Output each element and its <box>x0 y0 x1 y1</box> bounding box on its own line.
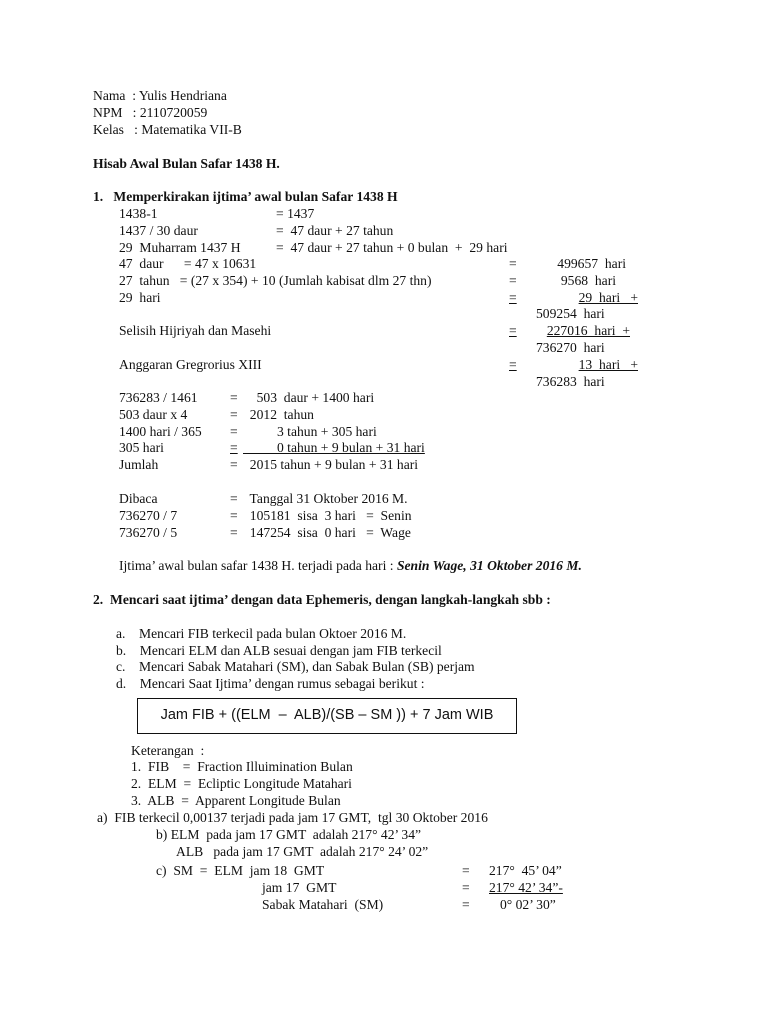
calc-line-4-eq: = <box>509 256 517 271</box>
calc-line-8-value: 227016 hari + <box>546 323 630 338</box>
step-b-result-elm: b) ELM pada jam 17 GMT adalah 217° 42’ 34” <box>156 827 422 842</box>
keterangan-item-3: 3. ALB = Apparent Longitude Bulan <box>131 793 341 808</box>
calc-line-10-eq: = <box>509 357 517 372</box>
step-d: d. Mencari Saat Ijtima’ dengan rumus sebagai berikut : <box>116 676 425 691</box>
conclusion-result: Senin Wage, 31 Oktober 2016 M. <box>396 558 582 573</box>
student-class: Kelas : Matematika VII-B <box>93 122 242 137</box>
div-line-2-eq: = <box>230 407 238 422</box>
calc-line-1-label: 1438-1 <box>119 206 158 221</box>
keterangan-item-1: 1. FIB = Fraction Illuimination Bulan <box>131 759 353 774</box>
div-line-4-eq: = <box>230 440 238 455</box>
div-line-1-label: 736283 / 1461 <box>119 390 198 405</box>
read-line-2-eq: = <box>230 508 238 523</box>
calc-line-10-value: 13 hari + <box>578 357 638 372</box>
div-line-1-value: 503 daur + 1400 hari <box>243 390 375 405</box>
calc-line-6-eq: = <box>509 290 517 305</box>
sm-line-3-value: 0° 02’ 30” <box>500 897 556 912</box>
calc-line-4-label: 47 daur = 47 x 10631 <box>119 256 257 271</box>
read-line-1-value: Tanggal 31 Oktober 2016 M. <box>243 491 408 506</box>
step-b: b. Mencari ELM dan ALB sesuai dengan jam FIB terkecil <box>116 643 442 658</box>
section2-heading: 2. Mencari saat ijtima’ dengan data Ephemeris, dengan langkah-langkah sbb : <box>93 592 551 607</box>
div-line-3-value: 3 tahun + 305 hari <box>243 424 377 439</box>
read-line-3-value: 147254 sisa 0 hari = Wage <box>243 525 411 540</box>
sm-line-1-eq: = <box>462 863 470 878</box>
student-name: Nama : Yulis Hendriana <box>93 88 227 103</box>
div-line-2-label: 503 daur x 4 <box>119 407 188 422</box>
calc-line-10-label: Anggaran Gregrorius XIII <box>119 357 262 372</box>
read-line-3-label: 736270 / 5 <box>119 525 178 540</box>
div-line-1-eq: = <box>230 390 238 405</box>
step-b-result-alb: ALB pada jam 17 GMT adalah 217° 24’ 02” <box>176 844 429 859</box>
calc-line-3-label: 29 Muharram 1437 H <box>119 240 241 255</box>
sm-line-2-value: 217° 42’ 34”- <box>489 880 563 895</box>
calc-subtotal-2: 736270 hari <box>536 340 605 355</box>
read-line-3-eq: = <box>230 525 238 540</box>
keterangan-label: Keterangan : <box>131 743 205 758</box>
calc-line-6-label: 29 hari <box>119 290 161 305</box>
formula-text: Jam FIB + ((ELM – ALB)/(SB – SM )) + 7 Jam WIB <box>160 707 494 723</box>
sm-line-1-label: c) SM = ELM jam 18 GMT <box>156 863 325 878</box>
step-a: a. Mencari FIB terkecil pada bulan Oktoer 2016 M. <box>116 626 407 641</box>
read-line-2-value: 105181 sisa 3 hari = Senin <box>243 508 412 523</box>
read-line-1-label: Dibaca <box>119 491 158 506</box>
sm-line-1-value: 217° 45’ 04” <box>489 863 562 878</box>
div-line-4-label: 305 hari <box>119 440 164 455</box>
div-line-4-value: 0 tahun + 9 bulan + 31 hari <box>243 440 425 455</box>
conclusion-line <box>119 558 582 574</box>
document-title: Hisab Awal Bulan Safar 1438 H. <box>93 156 280 171</box>
calc-line-2-value: = 47 daur + 27 tahun <box>276 223 394 238</box>
calc-line-5-label: 27 tahun = (27 x 354) + 10 (Jumlah kabisat dlm 27 thn) <box>119 273 432 288</box>
div-line-2-value: 2012 tahun <box>243 407 314 422</box>
formula-box <box>137 698 517 734</box>
calc-line-5-eq: = <box>509 273 517 288</box>
calc-line-1-value: = 1437 <box>276 206 315 221</box>
read-line-1-eq: = <box>230 491 238 506</box>
div-line-5-value: 2015 tahun + 9 bulan + 31 hari <box>243 457 419 472</box>
calc-line-4-value: 499657 hari <box>557 256 626 271</box>
div-line-3-label: 1400 hari / 365 <box>119 424 202 439</box>
step-c: c. Mencari Sabak Matahari (SM), dan Sabak Bulan (SB) perjam <box>116 659 475 674</box>
keterangan-item-2: 2. ELM = Ecliptic Longitude Matahari <box>131 776 352 791</box>
calc-line-8-eq: = <box>509 323 517 338</box>
sm-line-2-eq: = <box>462 880 470 895</box>
calc-subtotal-1: 509254 hari <box>536 306 605 321</box>
div-line-5-eq: = <box>230 457 238 472</box>
section1-heading: 1. Memperkirakan ijtima’ awal bulan Safar 1438 H <box>93 189 398 204</box>
div-line-5-label: Jumlah <box>119 457 159 472</box>
sm-line-3-eq: = <box>462 897 470 912</box>
sm-line-2-label: jam 17 GMT <box>262 880 337 895</box>
div-line-3-eq: = <box>230 424 238 439</box>
read-line-2-label: 736270 / 7 <box>119 508 178 523</box>
conclusion-text: Ijtima’ awal bulan safar 1438 H. terjadi pada hari : <box>119 558 397 573</box>
step-a-result: a) FIB terkecil 0,00137 terjadi pada jam 17 GMT, tgl 30 Oktober 2016 <box>97 810 488 825</box>
calc-line-2-label: 1437 / 30 daur <box>119 223 198 238</box>
calc-line-5-value: 9568 hari <box>560 273 616 288</box>
calc-total: 736283 hari <box>536 374 605 389</box>
sm-line-3-label: Sabak Matahari (SM) <box>262 897 384 912</box>
calc-line-3-value: = 47 daur + 27 tahun + 0 bulan + 29 hari <box>276 240 508 255</box>
calc-line-8-label: Selisih Hijriyah dan Masehi <box>119 323 272 338</box>
calc-line-6-value: 29 hari + <box>578 290 638 305</box>
student-npm: NPM : 2110720059 <box>93 105 208 120</box>
